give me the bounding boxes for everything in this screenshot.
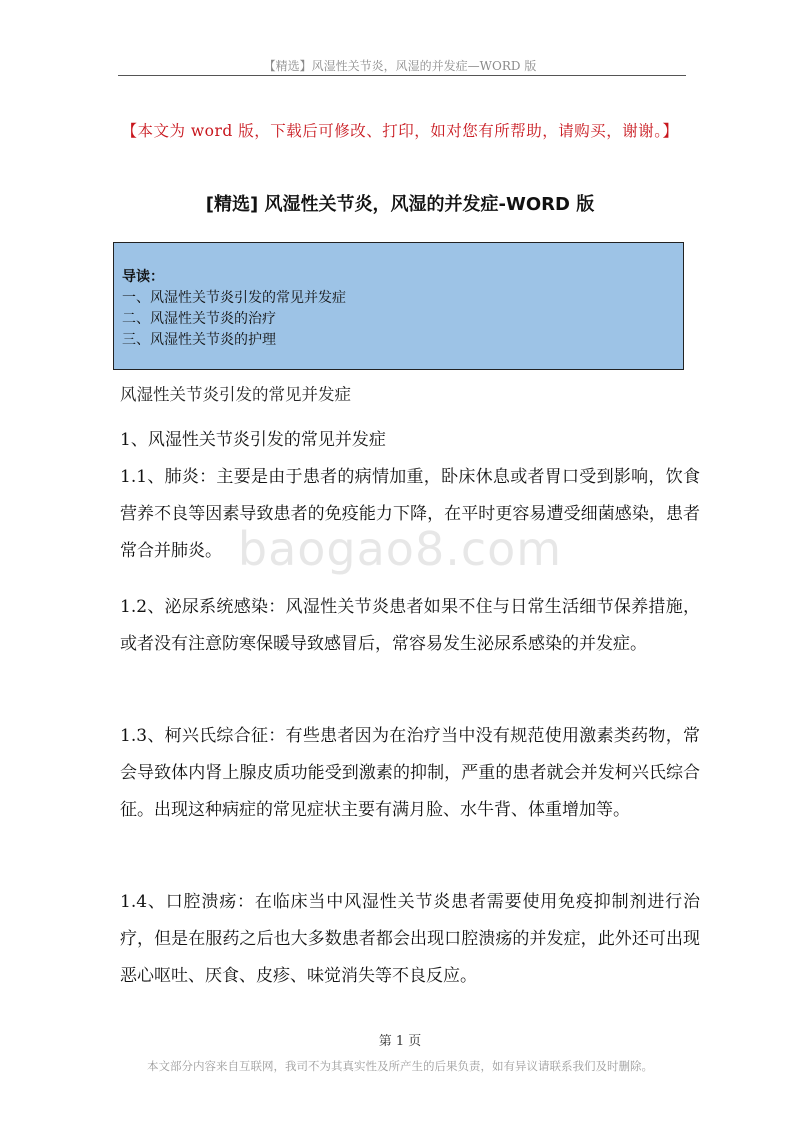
guide-label: 导读： [122,269,164,285]
page-header: 【精选】风湿性关节炎，风湿的并发症—WORD 版 [263,59,537,73]
section-heading: 风湿性关节炎引发的常见并发症 [120,385,351,404]
paragraph: 1.4、口腔溃疡：在临床当中风湿性关节炎患者需要使用免疫抑制剂进行治疗，但是在服药之后也大多数患者都会出现口腔溃疡的并发症，此外还可出现恶心呕吐、厌食、皮疹、味觉消失等不良反应。 [120,892,700,986]
guide-item: 二、风湿性关节炎的治疗 [122,311,276,327]
header-divider [118,75,686,76]
footer-disclaimer: 本文部分内容来自互联网，我司不为其真实性及所产生的后果负责，如有异议请联系我们及时删除。 [147,1059,653,1073]
guide-item: 一、风湿性关节炎引发的常见并发症 [122,290,346,306]
guide-box [113,242,684,370]
purchase-notice: 【本文为 word 版，下载后可修改、打印，如对您有所帮助，请购买，谢谢。】 [121,122,679,140]
sub-heading: 1、风湿性关节炎引发的常见并发症 [120,430,386,450]
page-number: 第 1 页 [378,1034,422,1049]
watermark: baogao8.com [237,522,563,576]
paragraph: 1.3、柯兴氏综合征：有些患者因为在治疗当中没有规范使用激素类药物，常会导致体内肾上腺皮质功能受到激素的抑制，严重的患者就会并发柯兴氏综合征。出现这种病症的常见症状主要有满月脸、水牛背、体重增加等。 [120,726,700,820]
paragraph: 1.2、泌尿系统感染：风湿性关节炎患者如果不住与日常生活细节保养措施，或者没有注意防寒保暖导致感冒后，常容易发生泌尿系感染的并发症。 [120,597,700,654]
document-title: [精选] 风湿性关节炎，风湿的并发症-WORD 版 [205,194,595,215]
paragraph: 1.1、肺炎：主要是由于患者的病情加重，卧床休息或者胃口受到影响，饮食营养不良等因素导致患者的免疫能力下降，在平时更容易遭受细菌感染，患者常合并肺炎。 [120,467,700,561]
guide-item: 三、风湿性关节炎的护理 [122,332,276,348]
